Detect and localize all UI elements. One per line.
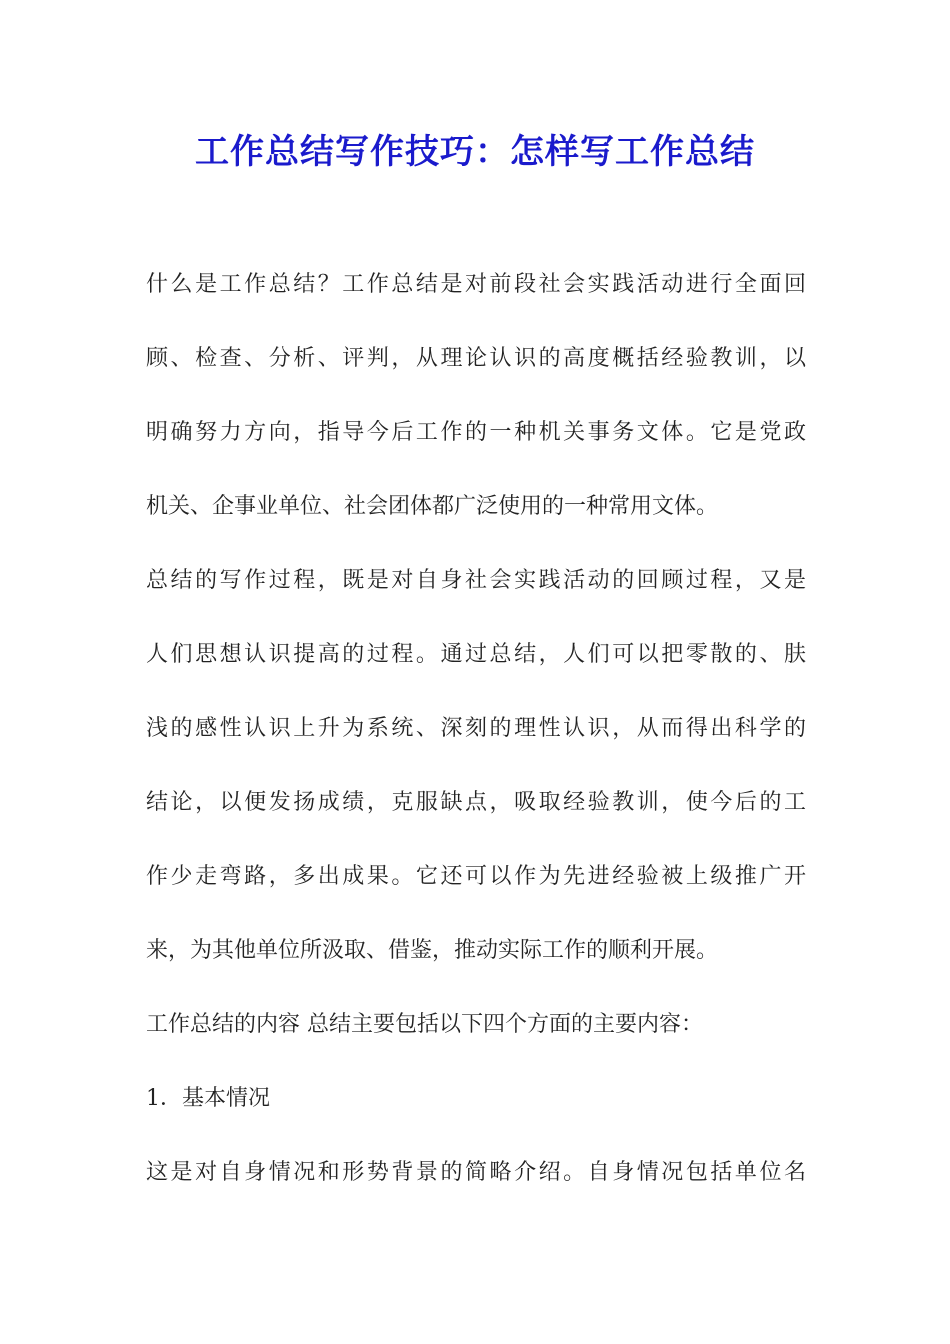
paragraph-line: 浅的感性认识上升为系统、深刻的理性认识，从而得出科学的 <box>146 716 806 741</box>
paragraph-line: 顾、检查、分析、评判，从理论认识的高度概括经验教训，以 <box>146 346 806 371</box>
section-heading: 1．基本情况 <box>146 1086 270 1111</box>
paragraph-line: 总结的写作过程，既是对自身社会实践活动的回顾过程，又是 <box>146 568 806 593</box>
section-intro-line: 工作总结的内容 总结主要包括以下四个方面的主要内容： <box>146 1012 703 1037</box>
paragraph-line: 这是对自身情况和形势背景的简略介绍。自身情况包括单位名 <box>146 1160 806 1185</box>
paragraph-line: 机关、企事业单位、社会团体都广泛使用的一种常用文体。 <box>146 494 719 519</box>
document-title: 工作总结写作技巧：怎样写工作总结 <box>195 132 755 172</box>
paragraph-line: 人们思想认识提高的过程。通过总结，人们可以把零散的、肤 <box>146 642 806 667</box>
paragraph-line: 来，为其他单位所汲取、借鉴，推动实际工作的顺利开展。 <box>146 938 719 963</box>
paragraph-line: 结论，以便发扬成绩，克服缺点，吸取经验教训，使今后的工 <box>146 790 806 815</box>
paragraph-line: 作少走弯路，多出成果。它还可以作为先进经验被上级推广开 <box>146 864 806 889</box>
paragraph-line: 什么是工作总结？工作总结是对前段社会实践活动进行全面回 <box>146 272 806 297</box>
paragraph-line: 明确努力方向，指导今后工作的一种机关事务文体。它是党政 <box>146 420 806 445</box>
